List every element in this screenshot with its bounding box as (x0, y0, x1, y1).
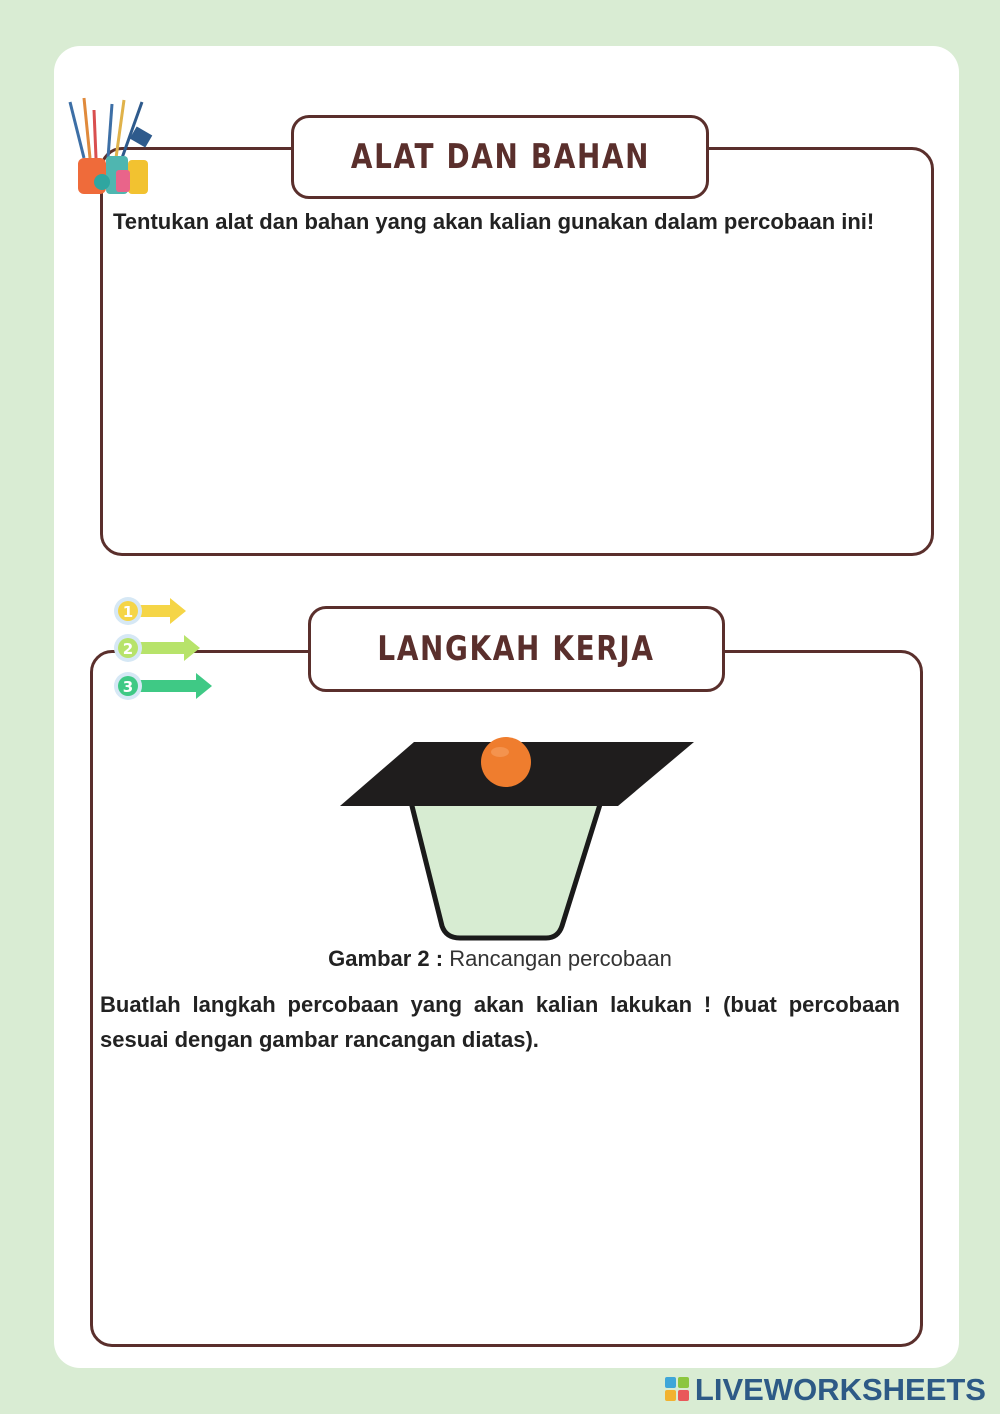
figure-caption (0, 946, 1000, 972)
ball-icon (481, 737, 531, 787)
liveworksheets-logo-icon (665, 1377, 691, 1403)
alat-bahan-title: ALAT DAN BAHAN (350, 137, 650, 177)
figure-caption-text: Rancangan percobaan (449, 946, 672, 971)
liveworksheets-logo (665, 1372, 986, 1408)
section-title-alat-bahan (291, 115, 709, 199)
langkah-kerja-instruction: Buatlah langkah percobaan yang akan kalian lakukan ! (buat percobaan sesuai dengan gambar rancangan diatas). (100, 992, 900, 1052)
numbered-steps-icon (112, 596, 222, 706)
section-title-langkah-kerja (308, 606, 725, 692)
paint-brushes-icon (62, 96, 162, 196)
cup-shape (410, 798, 602, 938)
step-1-label: 1 (122, 603, 134, 621)
alat-bahan-instruction: Tentukan alat dan bahan yang akan kalian gunakan dalam percobaan ini! (113, 209, 875, 234)
step-3-label: 3 (122, 678, 134, 696)
langkah-kerja-title: LANGKAH KERJA (377, 629, 656, 669)
step-2-label: 2 (122, 640, 134, 658)
figure-caption-label: Gambar 2 : (328, 946, 444, 971)
liveworksheets-logo-text: LIVEWORKSHEETS (694, 1372, 986, 1407)
experiment-design-figure (330, 730, 710, 946)
